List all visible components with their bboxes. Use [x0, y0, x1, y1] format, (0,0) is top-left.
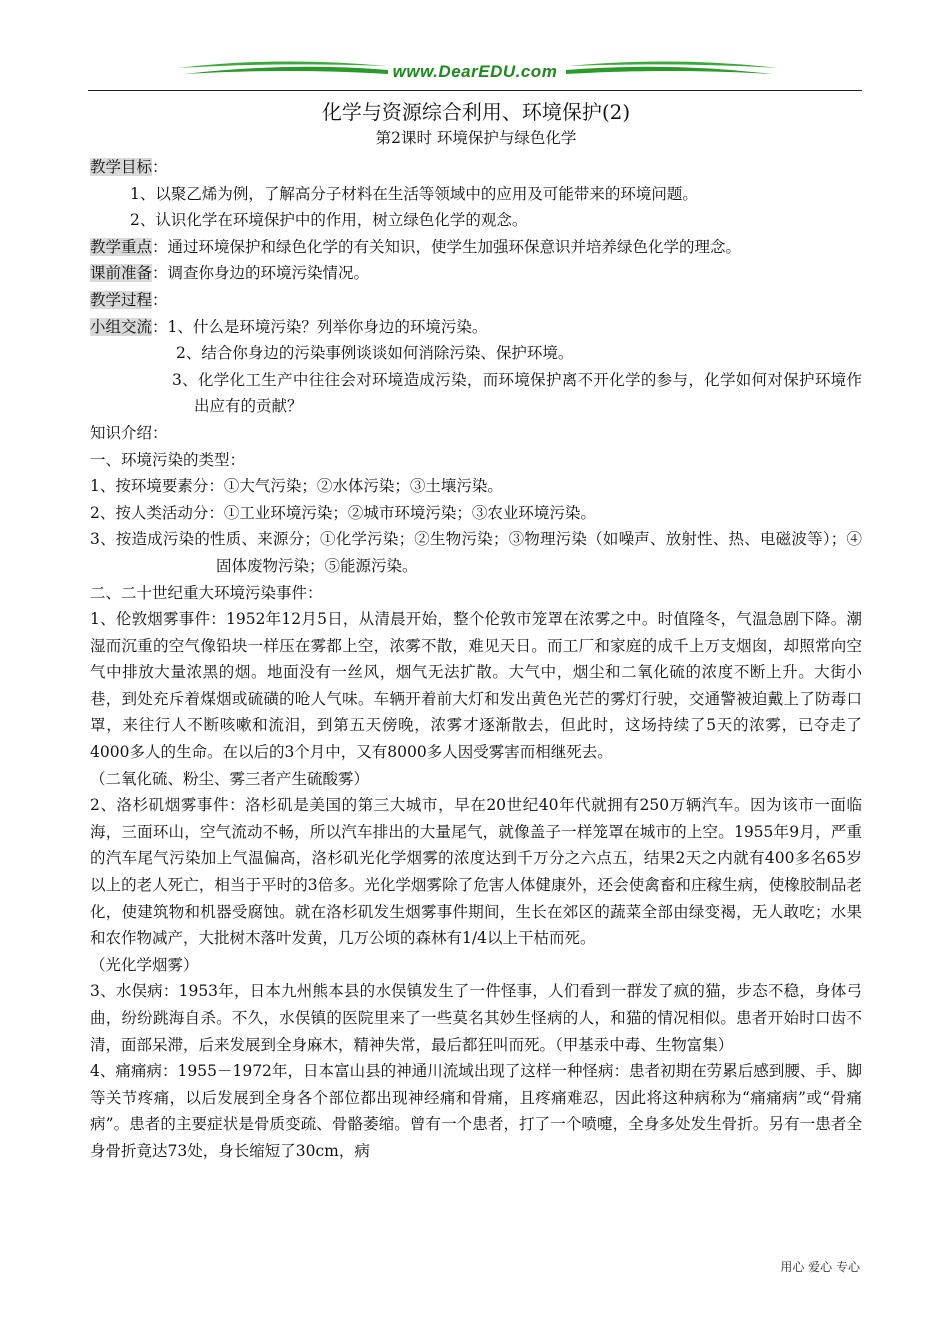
group-label: 小组交流 [90, 317, 153, 336]
event-paragraph: 1、伦敦烟雾事件：1952年12月5日，从清晨开始，整个伦敦市笼罩在浓雾之中。时值隆冬，气温急剧下降。潮湿而沉重的空气像铅块一样压在雾都上空，浓雾不散，难见天日。而工厂和家庭的成千上万支烟囱，却照常向空气中排放大量浓黑的烟。地面没有一丝风，烟气无法扩散。大气中，烟尘和二氧化硫的浓度不断上升。大街小巷，到处充斥着煤烟或硫磺的呛人气味。车辆开着前大灯和发出黄色光芒的雾灯行驶，交通警被迫戴上了防毒口罩，来往行人不断咳嗽和流泪，到第五天傍晚，浓雾才逐渐散去，但此时，这场持续了5天的浓雾，已夺走了4000多人的生命。在以后的3个月中，又有8000多人因受雾害而相继死去。 [90, 610, 862, 762]
type-item: 1、按环境要素分：①大气污染；②水体污染；③土壤污染。 [90, 477, 503, 496]
page-title: 化学与资源综合利用、环境保护(2) [321, 100, 631, 124]
event-paragraph: 2、洛杉矶烟雾事件：洛杉矶是美国的第三大城市，早在20世纪40年代就拥有250万辆汽车。因为该市一面临海，三面环山，空气流动不畅，所以汽车排出的大量尾气，就像盖子一样笼罩在城市的上空。1955年9月，严重的汽车尾气污染加上气温偏高，洛杉矶光化学烟雾的浓度达到千万分之六点五，结果2天之内就有400多名65岁以上的老人死亡，相当于平时的3倍多。光化学烟雾除了危害人体健康外，还会使禽畜和庄稼生病，使橡胶制品老化，使建筑物和机器受腐蚀。就在洛杉矶发生烟雾事件期间，生长在郊区的蔬菜全部由绿变褐，无人敢吃；水果和农作物减产，大批树木落叶发黄，几万公顷的森林有1/4以上干枯而死。 [90, 796, 862, 948]
section-heading: 一、环境污染的类型： [90, 450, 246, 469]
event-paragraph: 4、痛痛病：1955－1972年，日本富山县的神通川流域出现了这样一种怪病：患者初期在劳累后感到腰、手、脚等关节疼痛，以后发展到全身各个部位都出现神经痛和骨痛，且疼痛难忍，因此将这种病称为“痛痛病”或“骨痛病”。患者的主要症状是骨质变疏、骨骼萎缩。曾有一个患者，打了一个喷嚏，全身多处发生骨折。另有一患者全身骨折竟达73处，身长缩短了30cm，病 [90, 1062, 862, 1160]
type-item: 3、按造成污染的性质、来源分；①化学污染；②生物污染；③物理污染（如噪声、放射性、热、电磁波等）；④固体废物污染；⑤能源污染。 [90, 530, 862, 575]
group-item: 3、化学化工生产中往往会对环境造成污染，而环境保护离不开化学的参与，化学如何对保护环境作出应有的贡献？ [172, 370, 862, 416]
objective-item: 1、以聚乙烯为例，了解高分子材料在生活等领域中的应用及可能带来的环境问题。 [130, 184, 698, 203]
process-colon: ： [152, 290, 168, 309]
header-banner [88, 52, 862, 92]
event-paragraph: 3、水俣病：1953年，日本九州熊本县的水俣镇发生了一件怪事，人们看到一群发了疯的猫，步态不稳，身体弓曲，纷纷跳海自杀。不久，水俣镇的医院里来了一些莫名其妙生怪病的人，和猫的情况相似。患者开始时口齿不清，面部呆滞，后来发展到全身麻木，精神失常，最后都狂叫而死。（甲基汞中毒、生物富集） [90, 982, 862, 1054]
objective-item: 2、认识化学在环境保护中的作用，树立绿色化学的观念。 [130, 211, 528, 230]
objectives-heading [90, 154, 862, 181]
focus-paragraph [90, 234, 862, 261]
knowledge-intro: 知识介绍： [90, 423, 168, 442]
document-body [90, 98, 862, 1165]
type-item: 2、按人类活动分：①工业环境污染；②城市环境污染；③农业环境污染。 [90, 503, 596, 522]
site-logo[interactable]: www.DearEDU.com [392, 62, 558, 81]
process-label: 教学过程 [90, 290, 153, 309]
page-footer: 用心 爱心 专心 [780, 1260, 860, 1274]
prep-text: ：调查你身边的环境污染情况。 [152, 264, 370, 283]
group-item: ：1、什么是环境污染？列举你身边的环境污染。 [152, 317, 488, 336]
prep-paragraph [90, 260, 862, 287]
header-rule [88, 90, 862, 91]
event-note: （二氧化硫、粉尘、雾三者产生硫酸雾） [90, 769, 370, 788]
focus-label: 教学重点 [90, 237, 153, 256]
objectives-label: 教学目标 [90, 158, 153, 176]
section-heading: 二、二十世纪重大环境污染事件： [90, 583, 323, 602]
process-heading [90, 287, 862, 314]
group-paragraph [90, 314, 862, 341]
group-item: 2、结合你身边的污染事例谈谈如何消除污染、保护环境。 [176, 344, 574, 363]
focus-text: ：通过环境保护和绿色化学的有关知识，使学生加强环保意识并培养绿色化学的理念。 [152, 237, 742, 256]
objectives-colon: ： [152, 158, 168, 176]
prep-label: 课前准备 [90, 264, 153, 283]
page-subtitle: 第2课时 环境保护与绿色化学 [375, 129, 577, 147]
event-note: （光化学烟雾） [90, 955, 199, 974]
